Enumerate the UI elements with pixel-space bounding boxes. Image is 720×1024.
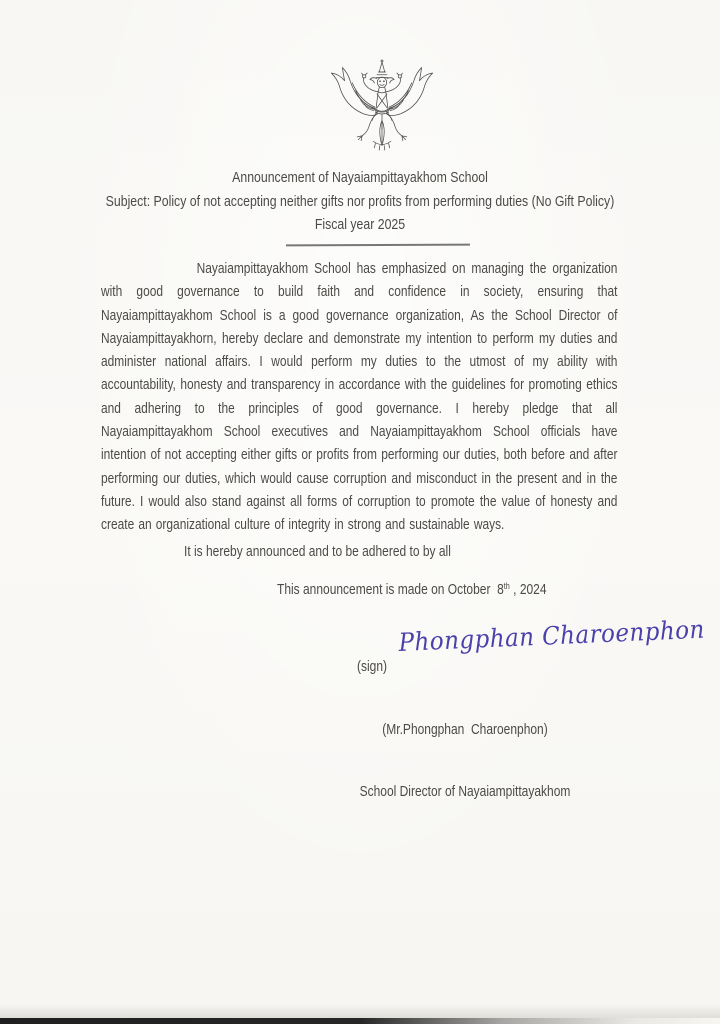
signer-identity-block <box>357 679 573 843</box>
subject-line: Subject: Policy of not accepting neither gifts nor profits from performing duties (No Gift Policy) <box>105 192 615 210</box>
date-ordinal: th <box>503 581 510 591</box>
signer-title: School Director of Nayaiampittayakhom <box>359 782 571 800</box>
body-paragraph: Nayaiampittayakhom School has emphasized on managing the organization with good governance to build faith and confidence in society, ensuring that Nayaiampittayakhom School is a good governance organization, As the School Director of Nayaiampittayakhorn, hereby declare and demonstrate my intention to perform my duties and administer national affairs. I would perform my duties to the utmost of my ability with accountability, honesty and transparency in accordance with the guidelines for promoting ethics and adhering to the principles of good governance. I hereby pledge that all Nayaiampittayakhom School executives and Nayaiampittayakhom School officials have intention of not accepting either gifts or profits from performing our duties, both before and after performing our duties, which would cause corruption and misconduct in the present and in the future. I would also stand against all forms of corruption to promote the value of honesty and create an organizational culture of integrity in strong and sustainable ways. <box>101 260 618 534</box>
header-divider-rule <box>286 244 470 247</box>
date-suffix: , 2024 <box>509 581 547 598</box>
announcement-title: Announcement of Nayaiampittayakhom School <box>232 169 488 186</box>
signer-name: (Mr.Phongphan Charoenphon) <box>382 721 548 738</box>
sign-label: (sign) <box>357 658 388 675</box>
photo-bottom-edge <box>0 1018 720 1024</box>
handwritten-signature: Phongphan Charoenphon <box>398 614 706 657</box>
header-block <box>65 166 655 237</box>
closing-line: It is hereby announced and to be adhered to by all <box>184 543 451 560</box>
fiscal-year-line: Fiscal year 2025 <box>314 216 406 233</box>
garuda-emblem-icon <box>316 58 448 164</box>
date-prefix: This announcement is made on October 8 <box>277 581 504 598</box>
paper-bottom-shadow <box>0 1004 720 1018</box>
date-line <box>277 581 547 598</box>
